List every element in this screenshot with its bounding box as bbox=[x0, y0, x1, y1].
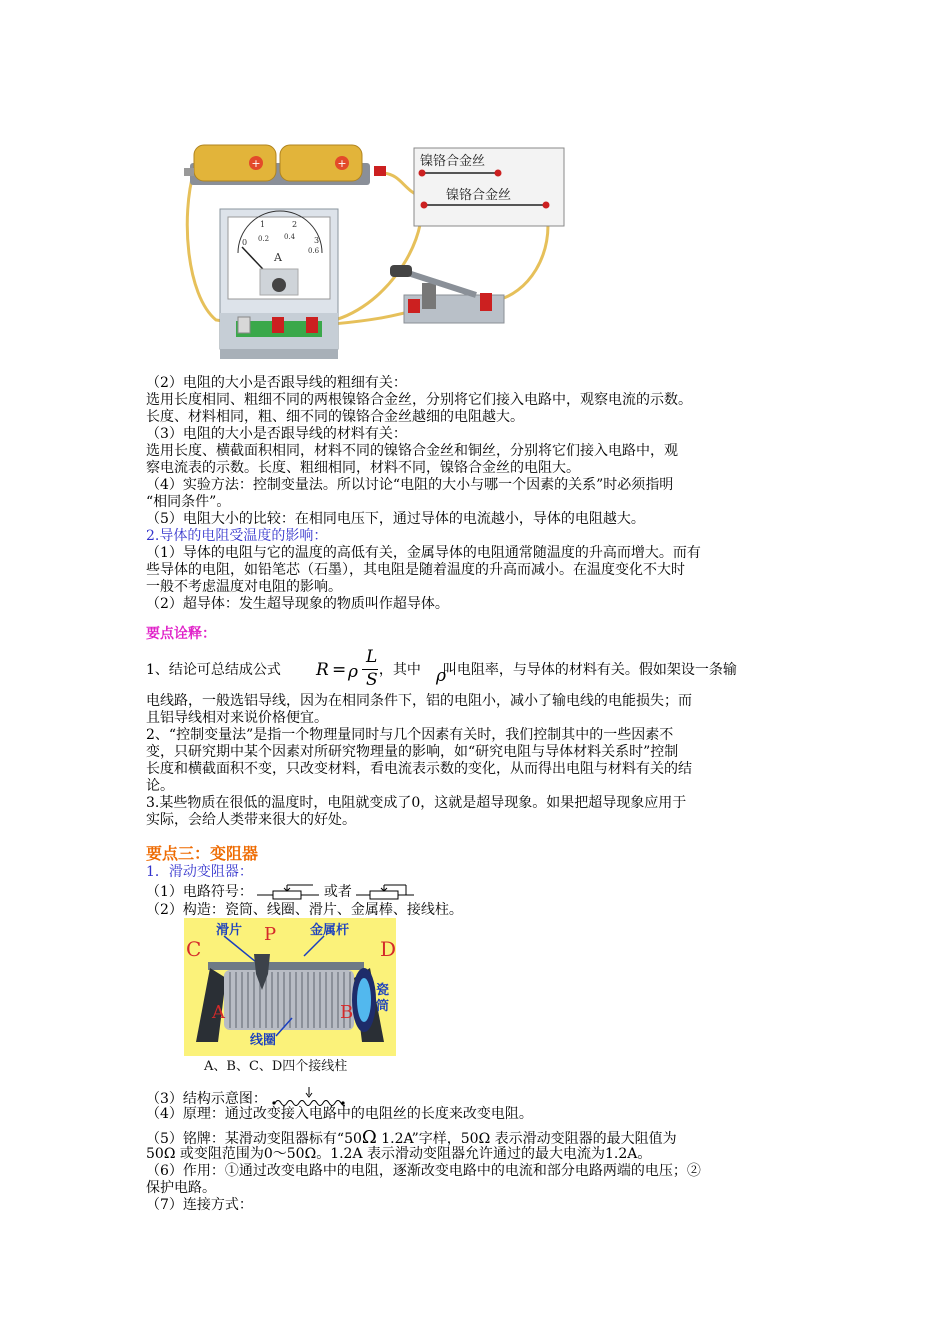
formula-R: R bbox=[316, 660, 329, 680]
meter-tick: 0 bbox=[242, 238, 248, 247]
resistance-formula bbox=[316, 647, 410, 690]
para-material-title: （3）电阻的大小是否跟导线的材料有关： bbox=[146, 426, 407, 442]
terminal-B-label: B bbox=[340, 1002, 354, 1023]
note2-line: 论。 bbox=[146, 778, 174, 794]
ceramic-tube-label: 筒 bbox=[376, 999, 390, 1014]
formula-S: S bbox=[366, 670, 378, 690]
board-label-bottom: 镍铬合金丝 bbox=[446, 188, 512, 203]
para-method-line: “相同条件”。 bbox=[146, 494, 231, 510]
note3-line: 实际，会给人类带来很大的好处。 bbox=[146, 812, 356, 828]
connection-method-line: （7）连接方式： bbox=[146, 1197, 253, 1213]
circuit-experiment-figure bbox=[176, 135, 566, 371]
function-line: （6）作用：①通过改变电路中的电阻，逐渐改变电路中的电流和部分电路两端的电压；② bbox=[146, 1163, 701, 1179]
note1-text-a: 1、结论可总结成公式 bbox=[146, 662, 281, 678]
meter-tick-small: 0.4 bbox=[284, 233, 296, 241]
para-temperature-line: （1）导体的电阻与它的温度的高低有关，金属导体的电阻通常随温度的升高而增大。而有 bbox=[146, 545, 701, 561]
terminal-A-label: A bbox=[212, 1002, 225, 1023]
meter-tick-small: 0.2 bbox=[258, 235, 270, 243]
meter-letter: A bbox=[274, 251, 282, 264]
rho-symbol: ρ bbox=[436, 666, 446, 686]
para-material-line: 选用长度、横截面积相同，材料不同的镍铬合金丝和铜丝，分别将它们接入电路中，观 bbox=[146, 443, 678, 459]
ammeter bbox=[220, 209, 338, 359]
circuit-symbol-or: 或者 bbox=[323, 884, 352, 900]
note2-line: 2、“控制变量法”是指一个物理量同时与几个因素有关时，我们控制其中的一些因素不 bbox=[146, 727, 674, 743]
svg-text:+: + bbox=[251, 157, 261, 170]
nameplate-text-a: （5）铭牌：某滑动变阻器标有“50 bbox=[146, 1131, 362, 1147]
rheostat-symbol-icon bbox=[257, 883, 319, 901]
note2-line: 长度和横截面积不变，只改变材料，看电流表示数的变化，从而得出电阻与材料有关的结 bbox=[146, 761, 692, 777]
para-material-line: 察电流表的示数。长度、粗细相同，材料不同，镍铬合金丝的电阻大。 bbox=[146, 460, 580, 476]
board-label-top: 镍铬合金丝 bbox=[420, 154, 486, 169]
para-temperature-line: 一般不考虑温度对电阻的影响。 bbox=[146, 579, 342, 595]
notes-heading: 要点诠释： bbox=[146, 626, 216, 642]
note1-text-c: 叫电阻率，与导体的材料有关。假如架设一条输 bbox=[442, 662, 737, 678]
coil-label: 线圈 bbox=[250, 1033, 277, 1048]
para-temperature-line: 些导体的电阻，如铅笔芯（石墨），其电阻是随着温度的升高而减小。在温度变化不大时 bbox=[146, 562, 685, 578]
principle-line: （4）原理：通过改变接入电路中的电阻丝的长度来改变电阻。 bbox=[146, 1106, 533, 1122]
slider-label: 滑片 bbox=[216, 923, 243, 938]
meter-tick: 2 bbox=[292, 220, 298, 229]
para-method-line: （4）实验方法：控制变量法。所以讨论“电阻的大小与哪一个因素的关系”时必须指明 bbox=[146, 477, 674, 493]
metal-rod-label: 金属杆 bbox=[310, 923, 350, 938]
note1-line: 电线路，一般选铝导线，因为在相同条件下，铝的电阻小，减小了输电线的电能损失；而 bbox=[146, 693, 692, 709]
rheostat-symbol-alt-icon bbox=[356, 883, 414, 901]
section-rheostat-title: 要点三：变阻器 bbox=[146, 844, 259, 863]
circuit-symbol-label: （1）电路符号： bbox=[146, 884, 253, 900]
terminal-red bbox=[374, 166, 386, 176]
slider-P-label: P bbox=[264, 924, 277, 945]
note3-line: 3.某些物质在很低的温度时，电阻就变成了0，这就是超导现象。如果把超导现象应用于 bbox=[146, 795, 687, 811]
rheostat-figure bbox=[184, 918, 396, 1074]
para-thickness-line: 长度、材料相同，粗、细不同的镍铬合金丝越细的电阻越大。 bbox=[146, 409, 524, 425]
note2-line: 变，只研究期中某个因素对所研究物理量的影响，如“研究电阻与导体材料关系时”控制 bbox=[146, 744, 679, 760]
terminal-C-label: C bbox=[186, 937, 202, 961]
note1-line: 且铝导线相对来说价格便宜。 bbox=[146, 710, 328, 726]
circuit-symbol-line bbox=[146, 883, 816, 901]
note1-text-b: ，其中 bbox=[378, 662, 421, 678]
svg-text:+: + bbox=[337, 157, 347, 170]
para-thickness-line: 选用长度相同、粗细不同的两根镍铬合金丝，分别将它们接入电路中，观察电流的示数。 bbox=[146, 392, 692, 408]
battery-holder bbox=[184, 145, 386, 185]
ohm-symbol-icon: Ω bbox=[361, 1127, 377, 1148]
ceramic-tube-label: 瓷 bbox=[376, 983, 390, 998]
meter-tick: 1 bbox=[260, 220, 266, 229]
structure-diagram-label: （3）结构示意图： bbox=[146, 1091, 267, 1107]
construction-line: （2）构造：瓷筒、线圈、滑片、金属棒、接线柱。 bbox=[146, 902, 463, 918]
terminal-D-label: D bbox=[380, 937, 396, 961]
nameplate-line: 50Ω 或变阻范围为0～50Ω。1.2A 表示滑动变阻器允许通过的最大电流为1.2A。 bbox=[146, 1146, 652, 1162]
formula-equals: = bbox=[332, 660, 347, 680]
terminals-caption: A、B、C、D四个接线柱 bbox=[204, 1059, 348, 1074]
knife-switch bbox=[390, 265, 504, 323]
meter-tick-small: 0.6 bbox=[308, 247, 320, 255]
nameplate-text-b: 1.2A”字样，50Ω 表示滑动变阻器的最大阻值为 bbox=[376, 1131, 677, 1147]
sub-slide-rheostat: 1．滑动变阻器： bbox=[146, 864, 253, 880]
formula-rho: ρ bbox=[348, 662, 358, 682]
para-compare: （5）电阻大小的比较：在相同电压下，通过导体的电流越小，导体的电阻越大。 bbox=[146, 511, 645, 527]
meter-tick: 3 bbox=[314, 236, 320, 245]
nichrome-wire-board bbox=[414, 148, 564, 226]
section-temperature-title: 2.导体的电阻受温度的影响： bbox=[146, 528, 328, 544]
note1-line bbox=[146, 662, 816, 679]
formula-L: L bbox=[366, 647, 378, 667]
para-thickness-title: （2）电阻的大小是否跟导线的粗细有关： bbox=[146, 375, 407, 391]
para-superconductor: （2）超导体：发生超导现象的物质叫作超导体。 bbox=[146, 596, 449, 612]
function-line: 保护电路。 bbox=[146, 1180, 216, 1196]
